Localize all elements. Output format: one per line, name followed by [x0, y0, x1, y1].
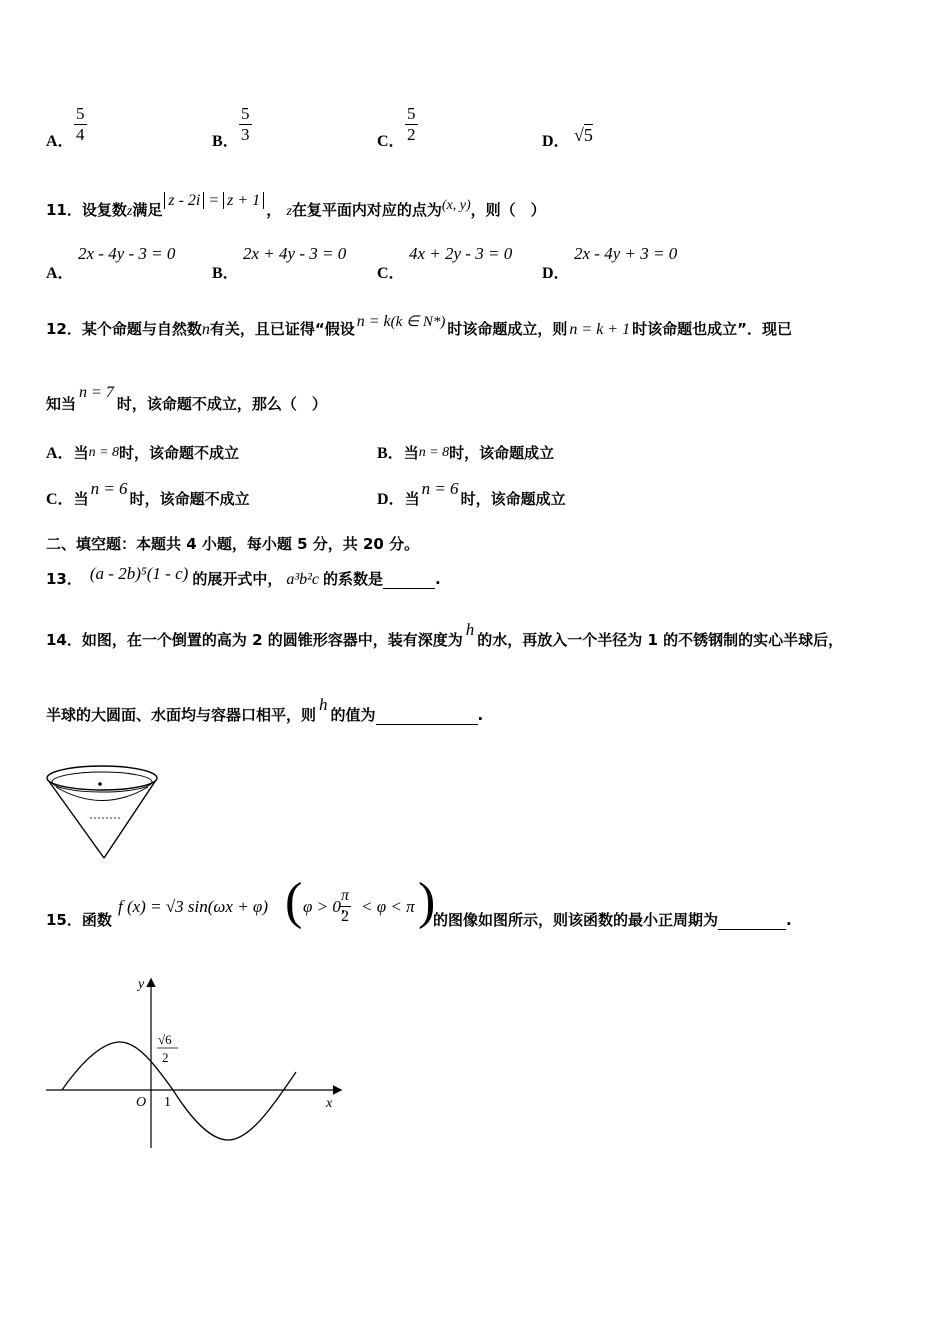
x-tick-label: 1 — [164, 1095, 171, 1110]
q15-text-2: 的图像如图所示，则该函数的最小正周期为 — [433, 911, 719, 929]
q13-term: a³b²c — [286, 571, 320, 588]
q12-option-d-label: D． — [377, 491, 405, 508]
q10-option-a-fraction — [74, 104, 87, 145]
q14-h: h — [465, 620, 475, 639]
q15-sine-graph — [40, 972, 350, 1154]
q10-option-c-numerator: 5 — [407, 104, 416, 123]
q12-option-c — [46, 479, 250, 509]
q14-stem-line-1 — [46, 620, 844, 650]
q11-option-b-label: B． — [212, 265, 239, 282]
q11-option-d-expr: 2x - 4y + 3 = 0 — [574, 244, 678, 263]
q10-option-b-fraction — [239, 104, 252, 145]
q10-option-b-label: B． — [212, 133, 239, 150]
q12-option-b-expr: n = 8 — [418, 445, 450, 460]
q11-text-5: ，则（ ） — [470, 201, 546, 219]
q10-option-c-denominator: 2 — [407, 125, 416, 144]
q14-stem-line-2 — [46, 695, 484, 725]
cone-rim — [47, 766, 157, 790]
q11-condition-eq: = — [208, 192, 220, 209]
q14-line2-text-2: 的值为 — [330, 706, 376, 724]
q11-condition-left: z - 2i — [164, 192, 204, 209]
q12-option-a-pre: 当 — [73, 444, 89, 462]
q12-option-b-label: B． — [377, 445, 404, 462]
q15-text-1: 函数 — [81, 911, 112, 929]
q12-text-2: 有关，且已证得“假设 — [209, 320, 355, 338]
q14-text-2: 的水，再放入一个半径为 1 的不锈钢制的实心半球后， — [477, 631, 844, 649]
q10-option-d-sqrt: √5 — [574, 125, 593, 145]
q13-answer-blank[interactable] — [383, 574, 435, 589]
q11-condition — [164, 192, 264, 209]
q10-option-d-radicand: 5 — [583, 125, 593, 145]
sine-curve — [62, 1042, 296, 1140]
q12-line2-text-2: 时，该命题不成立，那么（ ） — [116, 395, 327, 413]
q15-number-and-text — [46, 909, 112, 930]
q12-option-c-post: 时，该命题不成立 — [129, 490, 250, 508]
q12-option-b-post: 时，该命题成立 — [449, 444, 555, 462]
q12-assume-set: (k ∈ N*) — [390, 314, 446, 330]
q15-condition-b: < φ < π — [361, 897, 415, 916]
q11-text-1: 设复数 — [81, 201, 127, 219]
q10-option-a-numerator: 5 — [76, 104, 85, 123]
q10-option-b-denominator: 3 — [241, 125, 250, 144]
q11-option-d-label: D． — [542, 265, 570, 282]
q11-z-2: z — [286, 204, 292, 219]
q12-stem-line-2 — [46, 384, 327, 414]
q12-text-3: 时该命题成立，则 — [447, 320, 568, 338]
hemisphere-curve — [56, 787, 148, 801]
q12-number: 12． — [46, 320, 82, 338]
q14-cone-figure — [44, 762, 170, 864]
q12-assume-expr: n = k — [356, 313, 391, 330]
q12-option-b-pre: 当 — [403, 444, 419, 462]
q12-option-d-post: 时，该命题成立 — [460, 490, 566, 508]
q10-option-a-denominator: 4 — [76, 125, 85, 144]
q13-end: . — [435, 570, 441, 588]
q14-answer-blank[interactable] — [376, 710, 478, 725]
q13-number: 13． — [46, 570, 82, 588]
q12-option-c-expr: n = 6 — [90, 479, 128, 498]
q11-text-4: 在复平面内对应的点为 — [291, 201, 442, 219]
q11-option-a-expr: 2x - 4y - 3 = 0 — [78, 244, 176, 263]
y-value-denominator: 2 — [162, 1050, 169, 1065]
q15-end: . — [786, 911, 792, 929]
q12-line2-expr: n = 7 — [79, 384, 114, 401]
q13-text-2: 的系数是 — [323, 570, 384, 588]
q15-number: 15． — [46, 911, 82, 929]
q11-z: z — [126, 204, 133, 219]
q15-condition-a: φ > 0, — [303, 897, 346, 916]
x-axis-label: x — [326, 1096, 333, 1111]
q12-option-c-label: C． — [46, 491, 74, 508]
q14-text-1: 如图，在一个倒置的高为 2 的圆锥形容器中，装有深度为 — [81, 631, 463, 649]
q12-option-a-post: 时，该命题不成立 — [119, 444, 240, 462]
q12-option-d-expr: n = 6 — [421, 479, 459, 498]
q11-condition-right: z + 1 — [223, 192, 264, 209]
q12-option-a-expr: n = 8 — [88, 445, 120, 460]
y-axis-label: y — [138, 977, 145, 992]
hemisphere-center-dot — [98, 782, 102, 786]
q10-option-a-label: A． — [46, 133, 74, 150]
q11-option-c-expr: 4x + 2y - 3 = 0 — [409, 244, 513, 263]
q12-option-d — [377, 479, 566, 509]
q13-stem — [46, 564, 441, 589]
q10-option-b-numerator: 5 — [241, 104, 250, 123]
q15-left-paren: ( — [285, 873, 303, 930]
q11-option-a-label: A． — [46, 265, 74, 282]
y-value-numerator: √6 — [158, 1032, 172, 1047]
q12-option-a-label: A． — [46, 445, 74, 462]
q14-number: 14． — [46, 631, 82, 649]
q10-option-c-label: C． — [377, 133, 405, 150]
q14-line2-h: h — [319, 695, 328, 714]
q14-line2-text-1: 半球的大圆面、水面均与容器口相平，则 — [46, 706, 317, 724]
q15-condition-2: 2 — [341, 908, 349, 925]
q12-text-4: 时该命题也成立”．现已 — [632, 320, 792, 338]
q15-stem-tail — [433, 909, 792, 930]
hemisphere-rim — [52, 772, 152, 792]
q11-point: (x, y) — [441, 198, 471, 213]
q12-option-a — [46, 440, 239, 463]
q15-function: f (x) = √3 sin(ωx + φ) — [118, 897, 268, 916]
q12-n: n — [201, 321, 210, 338]
q12-line2-text-1: 知当 — [46, 395, 77, 413]
q10-option-c-fraction — [405, 104, 418, 145]
origin-label: O — [136, 1095, 147, 1110]
q15-condition-fraction — [339, 886, 351, 927]
q12-option-d-pre: 当 — [404, 490, 420, 508]
q15-answer-blank[interactable] — [718, 915, 786, 930]
q15-condition-pi: π — [339, 886, 351, 907]
q10-option-d-label: D． — [542, 133, 570, 150]
q11-option-c-label: C． — [377, 265, 405, 282]
q11-option-b-expr: 2x + 4y - 3 = 0 — [243, 244, 347, 263]
q12-assume — [357, 313, 446, 330]
q11-stem — [46, 192, 546, 220]
q13-text-1: 的展开式中， — [192, 570, 283, 588]
section-2-title: 二、填空题：本题共 4 小题，每小题 5 分，共 20 分。 — [46, 535, 420, 553]
q12-next: n = k + 1 — [569, 321, 631, 338]
q11-text-2: 满足 — [132, 201, 163, 219]
q12-stem-line-1 — [46, 313, 792, 339]
q15-right-paren: ) — [418, 873, 436, 930]
q11-number: 11． — [46, 201, 82, 219]
q12-text-1: 某个命题与自然数 — [81, 320, 202, 338]
q12-option-c-pre: 当 — [73, 490, 89, 508]
q13-expression: (a - 2b)⁵(1 - c) — [89, 564, 189, 583]
q14-end: . — [477, 706, 484, 724]
q11-text-3: ， — [266, 201, 282, 219]
q12-option-b — [377, 440, 554, 463]
